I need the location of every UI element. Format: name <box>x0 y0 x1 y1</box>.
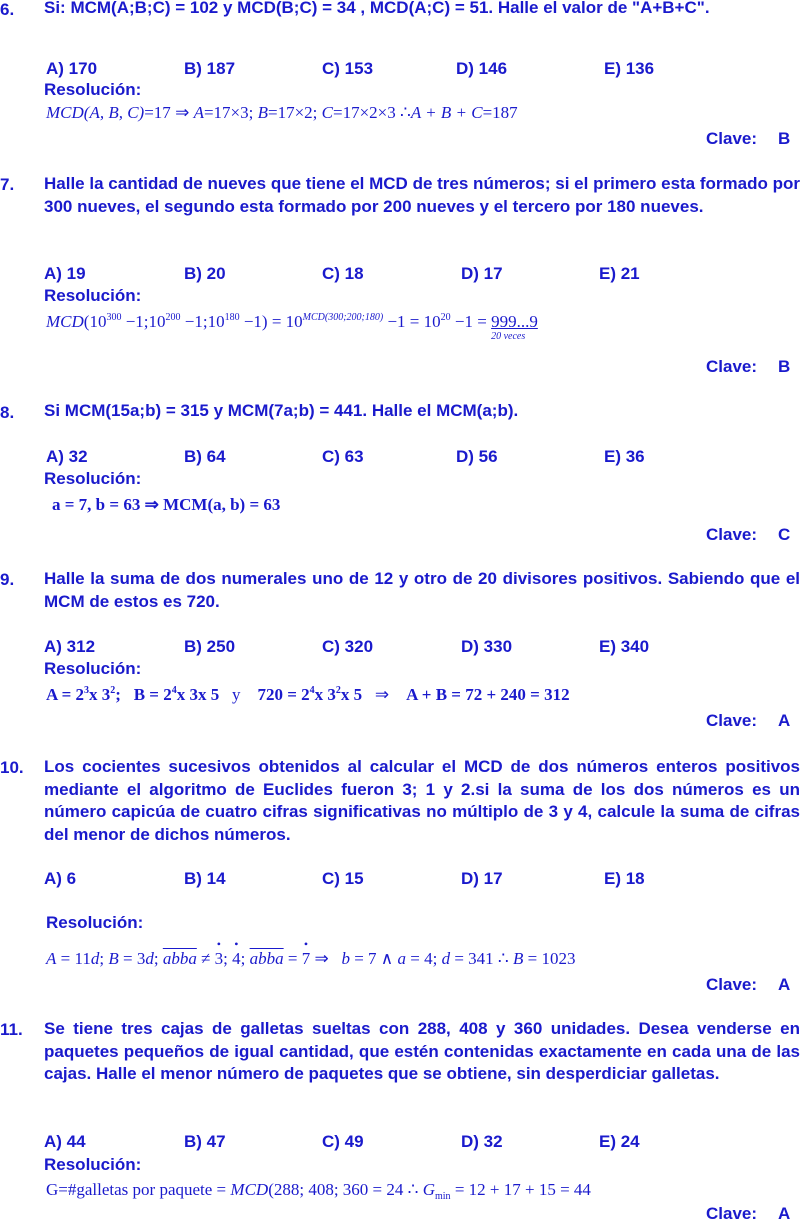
problem-number: 10. <box>0 758 24 777</box>
brace-label: 20 veces <box>491 331 526 342</box>
option-d: D) 32 <box>461 1132 503 1151</box>
resolution-label: Resolución: <box>44 659 142 678</box>
option-b: B) 187 <box>184 59 236 78</box>
answer-key: Clave: B <box>706 357 791 376</box>
option-c: C) 49 <box>322 1132 364 1151</box>
option-c: C) 18 <box>322 264 364 283</box>
option-c: C) 63 <box>322 447 364 466</box>
problem-question: Se tiene tres cajas de galletas sueltas con 288, 408 y 360 unidades. Desea venderse en paquetes pequeños de igual cantidad, que estén contenidas exactamente en cada una de las cajas. Halle el menor número de paquetes que se obtiene, sin desperdiciar galletas. <box>44 1019 800 1083</box>
problem-question: Si: MCM(A;B;C) = 102 y MCD(B;C) = 34 , MCD(A;C) = 51. Halle el valor de "A+B+C". <box>44 0 710 17</box>
resolution-label: Resolución: <box>46 913 144 932</box>
option-e: E) 21 <box>599 264 640 283</box>
answer-letter: B <box>778 129 791 148</box>
answer-key: Clave: A <box>706 711 791 730</box>
option-d: D) 330 <box>461 637 513 656</box>
option-a: A) 44 <box>44 1132 86 1151</box>
resolution-label: Resolución: <box>44 80 142 99</box>
option-e: E) 36 <box>604 447 645 466</box>
resolution-formula: a = 7, b = 63 ⇒ MCM(a, b) = 63 <box>52 495 281 514</box>
option-c: C) 320 <box>322 637 374 656</box>
option-a: A) 312 <box>44 637 96 656</box>
option-b: B) 47 <box>184 1132 226 1151</box>
problem-number: 7. <box>0 175 15 194</box>
option-b: B) 250 <box>184 637 236 656</box>
option-a: A) 170 <box>46 59 98 78</box>
resolution-label: Resolución: <box>44 286 142 305</box>
option-d: D) 56 <box>456 447 498 466</box>
resolution-label: Resolución: <box>44 469 142 488</box>
option-a: A) 6 <box>44 869 77 888</box>
option-b: B) 64 <box>184 447 226 466</box>
resolution-formula: $A = 2^3x$ $3^2$; $B = 2^4x$ 3x 5 y $720 = 2^4x$ $3^2x$ 5 ⇒ A + B = 72 + 240 = 312 <box>46 685 570 704</box>
option-d: D) 17 <box>461 264 503 283</box>
option-c: C) 153 <box>322 59 374 78</box>
answer-key: Clave: A <box>706 975 791 994</box>
problem-number: 9. <box>0 570 15 589</box>
answer-letter: A <box>778 711 791 730</box>
resolution-formula: $MCD(10^{300}$ $-1;10^{200}$ $-1;10^{180} -1) = 10^{MCD(300;200;180)} -1 = 10^{20} -1$ = 20 veces 999...9 <box>46 312 538 342</box>
problem-question: Halle la suma de dos numerales uno de 12 y otro de 20 divisores positivos. Sabiendo que el MCM de estos es 720. <box>44 569 800 611</box>
problem-number: 11. <box>0 1020 23 1039</box>
answer-key: Clave: B <box>706 129 791 148</box>
problem-number: 8. <box>0 403 15 422</box>
option-b: B) 14 <box>184 869 226 888</box>
resolution-formula: A = 11d; B = 3d; abba ≠ • 3; • 4; abba = • 7 ⇒ b = 7 ∧ a = 4; d = 341 ∴ B = 1023 <box>46 949 575 969</box>
option-e: E) 136 <box>604 59 655 78</box>
option-e: E) 24 <box>599 1132 640 1151</box>
problem-question: Si MCM(15a;b) = 315 y MCM(7a;b) = 441. Halle el MCM(a;b). <box>44 401 519 420</box>
resolution-formula: G=#galletas por paquete = MCD(288; 408; 360 = 24 ∴ $G_{min} = 12 + 17 + 15 = 44$ <box>46 1180 591 1202</box>
problem-question: Los cocientes sucesivos obtenidos al calcular el MCD de dos números enteros positivos mediante el algoritmo de Euclides fueron 3; 1 y 2.si la suma de los dos números es un número capicúa de cuatro cifras significativas no múltiplo de 3 y 4, calcule la suma de cifras del menor de dichos números. <box>44 757 800 844</box>
problem-question: Halle la cantidad de nueves que tiene el MCD de tres números; si el primero esta formado por 300 nueves, el segundo esta formado por 200 nueves y el tercero por 180 nueves. <box>44 174 800 216</box>
option-a: A) 32 <box>46 447 88 466</box>
option-c: C) 15 <box>322 869 364 888</box>
problem-number: 6. <box>0 0 15 19</box>
option-d: D) 17 <box>461 869 503 888</box>
option-e: E) 18 <box>604 869 645 888</box>
option-b: B) 20 <box>184 264 226 283</box>
resolution-formula: MCD(A, B, C)=17 ⇒ A=17×3; B=17×2; C=17×2×3 ∴A + B + C=187 <box>46 103 518 122</box>
answer-letter: A <box>778 1204 791 1223</box>
resolution-label: Resolución: <box>44 1155 142 1174</box>
answer-key: Clave: A <box>706 1204 791 1223</box>
answer-letter: C <box>778 525 791 544</box>
answer-letter: A <box>778 975 791 994</box>
answer-letter: B <box>778 357 791 376</box>
answer-key: Clave: C <box>706 525 791 544</box>
option-e: E) 340 <box>599 637 650 656</box>
option-a: A) 19 <box>44 264 86 283</box>
option-d: D) 146 <box>456 59 508 78</box>
